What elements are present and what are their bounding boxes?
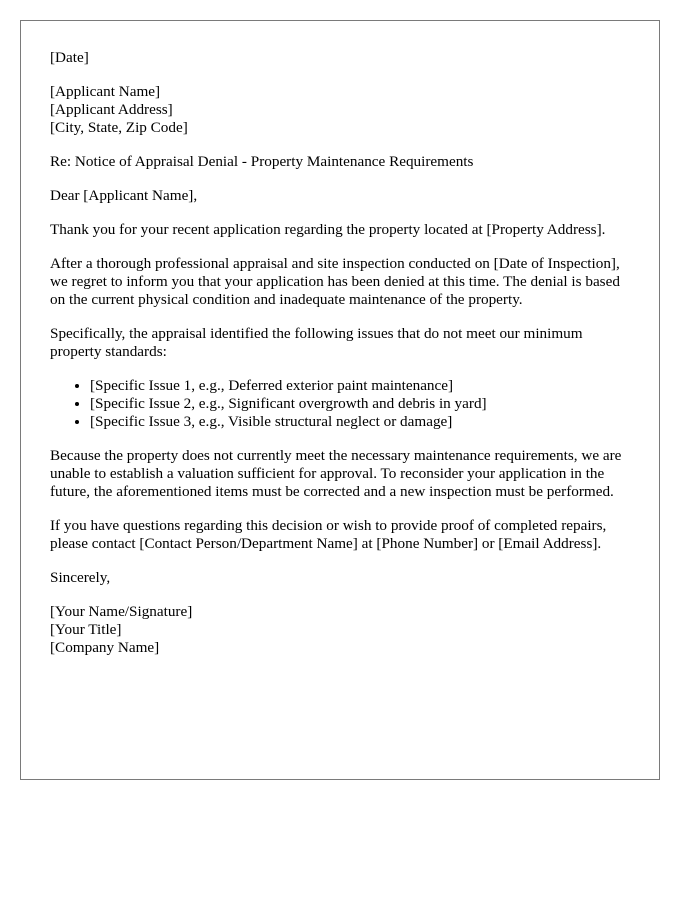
issue-item-3: • [Specific Issue 3, e.g., Visible structural neglect or damage] (90, 413, 635, 431)
recipient-city-state-zip: [City, State, Zip Code] (50, 119, 188, 136)
paragraph-issues-intro: Specifically, the appraisal identified the following issues that do not meet our minimum property standards: (50, 325, 583, 360)
letter-frame (20, 20, 660, 780)
issues-list (50, 377, 635, 431)
issue-item-1: • [Specific Issue 1, e.g., Deferred exterior paint maintenance] (90, 377, 635, 395)
subject-line: Re: Notice of Appraisal Denial - Property Maintenance Requirements (50, 153, 474, 170)
closing: Sincerely, (50, 569, 111, 586)
issue-item-2: • [Specific Issue 2, e.g., Significant overgrowth and debris in yard] (90, 395, 635, 413)
letter-body (50, 49, 635, 673)
date-line: [Date] (50, 49, 89, 66)
signature-title: [Your Title] (50, 621, 122, 638)
paragraph-denial: After a thorough professional appraisal and site inspection conducted on [Date of Inspection], we regret to inform you that your application has been denied at this time. The denial is based on the current physical condition and inadequate maintenance of the property. (50, 255, 620, 308)
recipient-address: [Applicant Address] (50, 101, 173, 118)
recipient-block (50, 83, 635, 137)
paragraph-intro: Thank you for your recent application regarding the property located at [Property Address]. (50, 221, 606, 238)
paragraph-contact: If you have questions regarding this decision or wish to provide proof of completed repairs, please contact [Contact Person/Department Name] at [Phone Number] or [Email Address]. (50, 517, 607, 552)
signature-block (50, 603, 635, 657)
salutation: Dear [Applicant Name], (50, 187, 198, 204)
paragraph-requirements: Because the property does not currently meet the necessary maintenance requirements, we are unable to establish a valuation sufficient for approval. To reconsider your application in the future, the aforementioned items must be corrected and a new inspection must be performed. (50, 447, 622, 500)
signature-company: [Company Name] (50, 639, 160, 656)
letter-date (50, 49, 635, 67)
signature-name: [Your Name/Signature] (50, 603, 193, 620)
recipient-name: [Applicant Name] (50, 83, 161, 100)
